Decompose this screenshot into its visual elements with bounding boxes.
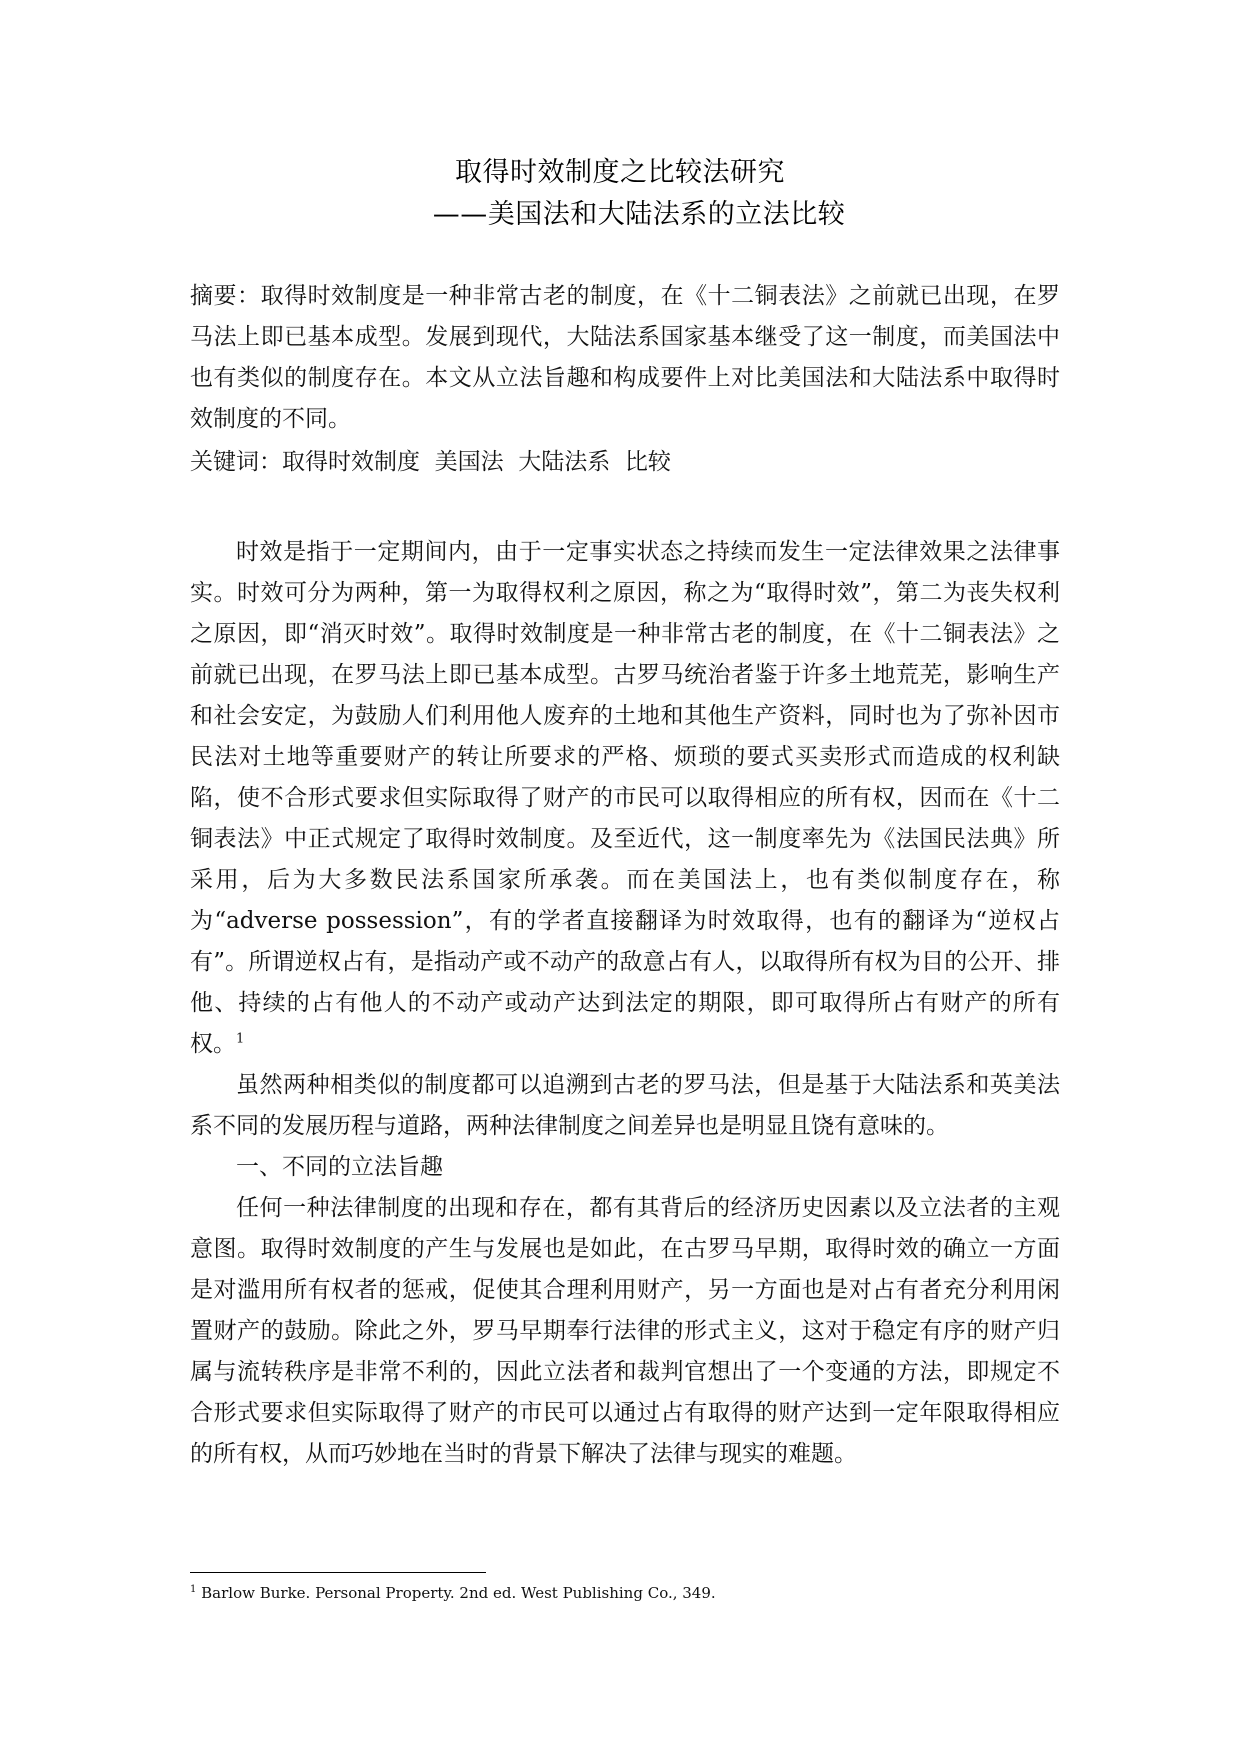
footnote (190, 1582, 1060, 1604)
footnote-divider (190, 1572, 486, 1573)
keywords-terms: 取得时效制度 美国法 大陆法系 比较 (282, 449, 671, 475)
footnote-ref-1[interactable]: 1 (236, 1031, 245, 1047)
footnote-text: Barlow Burke. Personal Property. 2nd ed. West Publishing Co., 349. (196, 1584, 716, 1602)
body-paragraph-2: 虽然两种相类似的制度都可以追溯到古老的罗马法，但是基于大陆法系和英美法系不同的发展历程与道路，两种法律制度之间差异也是明显且饶有意味的。 (190, 1072, 1060, 1139)
body-text (190, 532, 1060, 1475)
keywords-label: 关键词： (190, 449, 282, 475)
footnote-number: 1 (190, 1584, 197, 1595)
section-heading-1: 一、不同的立法旨趣 (236, 1154, 443, 1180)
body-paragraph-1-text: 时效是指于一定期间内，由于一定事实状态之持续而发生一定法律效果之法律事实。时效可分为两种，第一为取得权利之原因，称之为“取得时效”，第二为丧失权利之原因，即“消灭时效”。取得时效制度是一种非常古老的制度，在《十二铜表法》之前就已出现，在罗马法上即已基本成型。古罗马统治者鉴于许多土地荒芜，影响生产和社会安定，为鼓励人们利用他人废弃的土地和其他生产资料，同时也为了弥补因市民法对土地等重要财产的转让所要求的严格、烦琐的要式买卖形式而造成的权利缺陷，使不合形式要求但实际取得了财产的市民可以取得相应的所有权，因而在《十二铜表法》中正式规定了取得时效制度。及至近代，这一制度率先为《法国民法典》所采用，后为大多数民法系国家所承袭。而在美国法上，也有类似制度存在，称为“adverse possession”，有的学者直接翻译为时效取得，也有的翻译为“逆权占有”。所谓逆权占有，是指动产或不动产的敌意占有人，以取得所有权为目的公开、排他、持续的占有他人的不动产或动产达到法定的期限，即可取得所占有财产的所有权。 (190, 539, 1060, 1057)
abstract: 摘要：取得时效制度是一种非常古老的制度，在《十二铜表法》之前就已出现，在罗马法上即已基本成型。发展到现代，大陆法系国家基本继受了这一制度，而美国法中也有类似的制度存在。本文从立法旨趣和构成要件上对比美国法和大陆法系中取得时效制度的不同。 (190, 283, 1060, 432)
paper-subtitle: ——美国法和大陆法系的立法比较 (432, 199, 846, 230)
title-block (0, 152, 1240, 236)
keywords (190, 442, 1060, 483)
body-paragraph-3: 任何一种法律制度的出现和存在，都有其背后的经济历史因素以及立法者的主观意图。取得时效制度的产生与发展也是如此，在古罗马早期，取得时效的确立一方面是对滥用所有权者的惩戒，促使其合理利用财产，另一方面也是对占有者充分利用闲置财产的鼓励。除此之外，罗马早期奉行法律的形式主义，这对于稳定有序的财产归属与流转秩序是非常不利的，因此立法者和裁判官想出了一个变通的方法，即规定不合形式要求但实际取得了财产的市民可以通过占有取得的财产达到一定年限取得相应的所有权，从而巧妙地在当时的背景下解决了法律与现实的难题。 (190, 1195, 1060, 1467)
paper-title: 取得时效制度之比较法研究 (455, 157, 785, 188)
body-paragraph-1 (190, 532, 1060, 1065)
